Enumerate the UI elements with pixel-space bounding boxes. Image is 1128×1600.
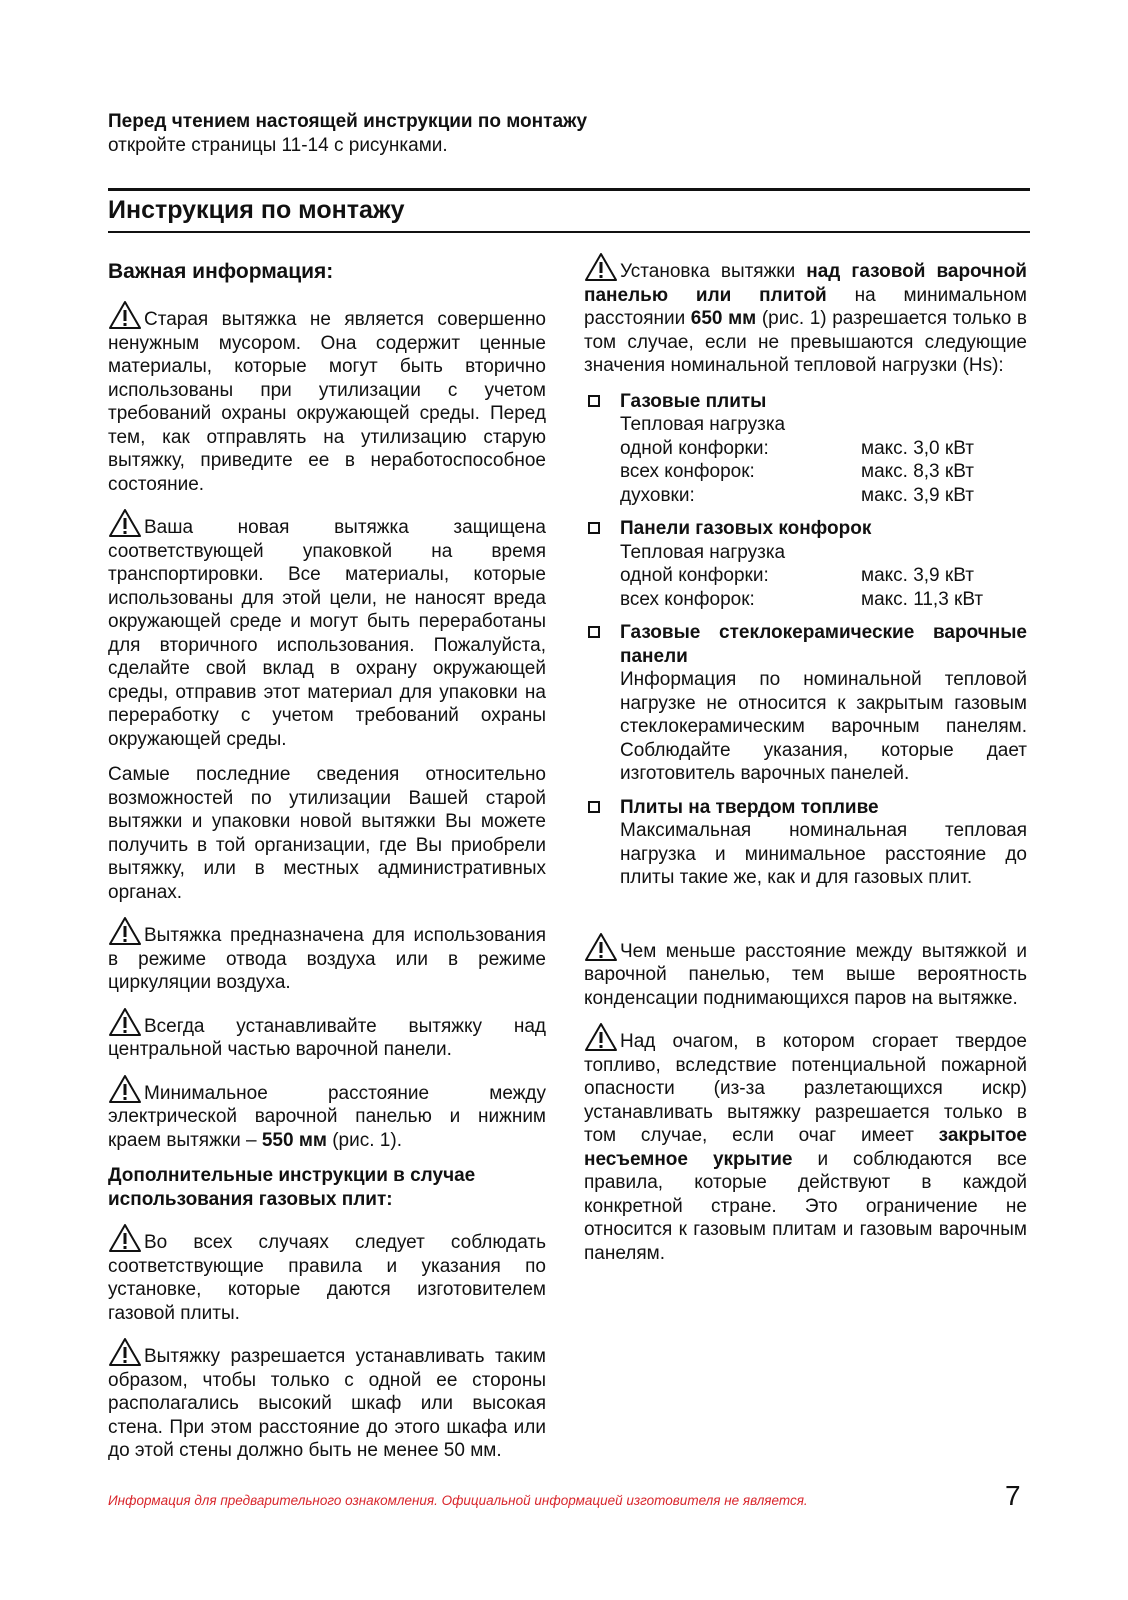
footer-disclaimer: Информация для предварительного ознакомления. Официальной информацией изготовителя не является.	[108, 1493, 808, 1508]
section-heading: Важная информация:	[108, 260, 334, 283]
list-item-heading: Панели газовых конфорок	[620, 518, 872, 539]
list-item	[584, 390, 1027, 508]
title-rule-bottom	[108, 231, 1030, 233]
list-item-subtitle: Тепловая нагрузка	[620, 414, 786, 435]
paragraph: Всегда устанавливайте вытяжку над центральной частью варочной панели.	[108, 1007, 546, 1062]
load-row: духовки: макс. 3,9 кВт	[620, 484, 974, 506]
list-item	[584, 517, 1027, 611]
list-item-heading: Плиты на твердом топливе	[620, 796, 879, 818]
warning-icon	[584, 932, 618, 962]
checkbox-square-icon	[588, 522, 600, 534]
paragraph: Вытяжку разрешается устанавливать таким образом, чтобы только с одной ее стороны располагались высокий шкаф или высокая стена. При этом расстояние до этого шкафа или до этой стены должно быть не менее 50 мм.	[108, 1337, 546, 1463]
warning-icon	[584, 1022, 618, 1052]
section-subheading: Дополнительные инструкции в случае использования газовых плит:	[108, 1165, 476, 1210]
paragraph: Над очагом, в котором сгорает твердое топливо, вследствие потенциальной пожарной опасности (из-за разлетающихся искр) устанавливать вытяжку разрешается только в том случае, если очаг имеет закрытое несъемное укрытие и соблюдаются все правила, которые действуют в каждой конкретной стране. Это ограничение не относится к газовым плитам и газовым варочным панелям.	[584, 1022, 1027, 1265]
load-row: всех конфорок: макс. 8,3 кВт	[620, 461, 974, 482]
page-number: 7	[1005, 1480, 1021, 1511]
warning-icon	[108, 1223, 142, 1253]
load-row: одной конфорки: макс. 3,0 кВт	[620, 437, 974, 459]
list-item-heading: Газовые плиты	[620, 390, 767, 412]
paragraph: Минимальное расстояние между электрической варочной панелью и нижним краем вытяжки – 550 мм (рис. 1).	[108, 1074, 546, 1153]
warning-icon	[108, 508, 142, 538]
list-item-subtitle: Тепловая нагрузка	[620, 541, 786, 563]
paragraph: Старая вытяжка не является совершенно ненужным мусором. Она содержит ценные материалы, которые могут быть вторично использованы при утилизации с учетом требований охраны окружающей среды. Перед тем, как отправлять на утилизацию старую вытяжку, приведите ее в неработоспособное состояние.	[108, 300, 546, 496]
checkbox-square-icon	[588, 395, 600, 407]
list-item	[584, 796, 1027, 890]
title-rule-top	[108, 188, 1030, 191]
checkbox-square-icon	[588, 626, 600, 638]
right-column	[584, 252, 1027, 1277]
warning-icon	[584, 252, 618, 282]
load-row: одной конфорки: макс. 3,9 кВт	[620, 565, 974, 586]
warning-icon	[108, 916, 142, 946]
checkbox-square-icon	[588, 801, 600, 813]
list-item	[584, 621, 1027, 786]
paragraph: Ваша новая вытяжка защищена соответствующей упаковкой на время транспортировки. Все материалы, которые использованы для этой цели, не наносят вреда окружающей среде и могут быть переработаны для вторичного использования. Пожалуйста, сделайте свой вклад в охрану окружающей среды, отправив этот материал для упаковки на переработку с учетом требований охраны окружающей среды.	[108, 508, 546, 751]
list-item-description: Информация по номинальной тепловой нагрузке не относится к закрытым газовым стеклокерамическим варочным панелям. Соблюдайте указания, которые дает изготовитель варочных панелей.	[620, 669, 1027, 784]
warning-icon	[108, 300, 142, 330]
intro-line-bold: Перед чтением настоящей инструкции по монтажу	[108, 111, 588, 132]
list-item-heading: Газовые стеклокерамические варочные панели	[620, 622, 1027, 667]
paragraph: Установка вытяжки над газовой варочной панелью или плитой на минимальном расстоянии 650 мм (рис. 1) разрешается только в том случае, если не превышаются следующие значения номинальной тепловой нагрузки (Hs):	[584, 252, 1027, 378]
warning-icon	[108, 1337, 142, 1367]
paragraph: Во всех случаях следует соблюдать соответствующие правила и указания по установке, которые даются изготовителем газовой плиты.	[108, 1223, 546, 1325]
intro-block	[108, 110, 1028, 158]
left-column	[108, 258, 546, 1475]
page-title: Инструкция по монтажу	[108, 196, 405, 224]
paragraph: Вытяжка предназначена для использования в режиме отвода воздуха или в режиме циркуляции воздуха.	[108, 916, 546, 995]
list-item-description: Максимальная номинальная тепловая нагрузка и минимальное расстояние до плиты такие же, как и для газовых плит.	[620, 820, 1027, 888]
load-row: всех конфорок: макс. 11,3 кВт	[620, 588, 984, 610]
warning-icon	[108, 1007, 142, 1037]
warning-icon	[108, 1074, 142, 1104]
intro-line-regular: откройте страницы 11-14 с рисунками.	[108, 135, 448, 156]
paragraph: Чем меньше расстояние между вытяжкой и варочной панелью, тем выше вероятность конденсации поднимающихся паров на вытяжке.	[584, 932, 1027, 1011]
paragraph: Самые последние сведения относительно возможностей по утилизации Вашей старой вытяжки и упаковки новой вытяжки Вы можете получить в той организации, где Вы приобрели вытяжку, или в местных административных органах.	[108, 764, 546, 903]
